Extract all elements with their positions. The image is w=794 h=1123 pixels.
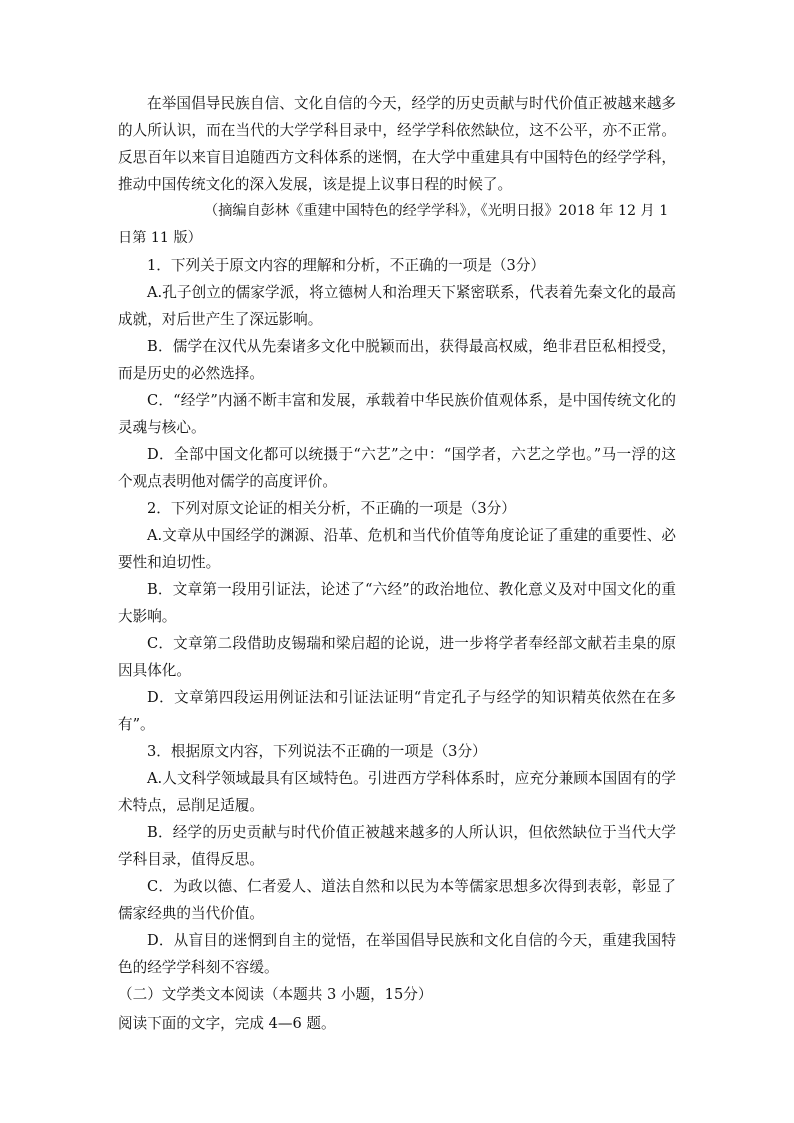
option-a: A.文章从中国经学的渊源、沿革、危机和当代价值等角度论证了重建的重要性、必要性和迫切性。 bbox=[118, 527, 676, 571]
question-stem: 3．根据原文内容，下列说法不正确的一项是（3分） bbox=[147, 743, 487, 760]
passage-source: （摘编自彭林《重建中国特色的经学学科》，《光明日报》2018 年 12 月 1 日第 11 版） bbox=[118, 203, 669, 246]
document-page bbox=[118, 90, 676, 1037]
option-b: B．经学的历史贡献与时代价值正被越来越多的人所认识，但依然缺位于当代大学学科目录，值得反思。 bbox=[118, 824, 676, 868]
question-1 bbox=[118, 252, 676, 495]
option-c: C．为政以德、仁者爱人、道法自然和以民为本等儒家思想多次得到表彰，彰显了儒家经典的当代价值。 bbox=[118, 878, 676, 922]
option-b: B．儒学在汉代从先秦诸多文化中脱颖而出，获得最高权威，绝非君臣私相授受，而是历史的必然选择。 bbox=[118, 338, 676, 382]
option-c: C．“经学”内涵不断丰富和发展，承载着中华民族价值观体系，是中国传统文化的灵魂与核心。 bbox=[118, 392, 676, 436]
question-2 bbox=[118, 495, 676, 738]
option-a: A.人文科学领域最具有区域特色。引进西方学科体系时，应充分兼顾本国固有的学术特点，忌削足适履。 bbox=[118, 770, 676, 814]
option-a: A.孔子创立的儒家学派，将立德树人和治理天下紧密联系，代表着先秦文化的最高成就，对后世产生了深远影响。 bbox=[118, 284, 676, 328]
option-d: D．全部中国文化都可以统摄于“六艺”之中：“国学者，六艺之学也。”马一浮的这个观点表明他对儒学的高度评价。 bbox=[118, 446, 676, 490]
option-d: D．从盲目的迷惘到自主的觉悟，在举国倡导民族和文化自信的今天，重建我国特色的经学学科刻不容缓。 bbox=[118, 932, 676, 976]
option-c: C．文章第二段借助皮锡瑞和梁启超的论说，进一步将学者奉经部文献若圭臬的原因具体化。 bbox=[118, 635, 676, 679]
question-stem: 1．下列关于原文内容的理解和分析，不正确的一项是（3分） bbox=[147, 257, 546, 274]
section-heading: （二）文学类文本阅读（本题共 3 小题，15分） bbox=[118, 986, 433, 1003]
option-b: B．文章第一段用引证法，论述了“六经”的政治地位、教化意义及对中国文化的重大影响。 bbox=[118, 581, 676, 625]
option-d: D．文章第四段运用例证法和引证法证明“肯定孔子与经学的知识精英依然在在多有”。 bbox=[118, 689, 676, 733]
question-stem: 2．下列对原文论证的相关分析，不正确的一项是（3分） bbox=[147, 500, 516, 517]
reading-instruction: 阅读下面的文字，完成 4—6 题。 bbox=[118, 1015, 336, 1032]
passage-paragraph: 在举国倡导民族自信、文化自信的今天，经学的历史贡献与时代价值正被越来越多的人所认识，而在当代的大学学科目录中，经学学科依然缺位，这不公平，亦不正常。反思百年以来盲目追随西方文科体系的迷惘，在大学中重建具有中国特色的经学学科，推动中国传统文化的深入发展，该是提上议事日程的时候了。 bbox=[118, 95, 676, 193]
question-3 bbox=[118, 738, 676, 981]
